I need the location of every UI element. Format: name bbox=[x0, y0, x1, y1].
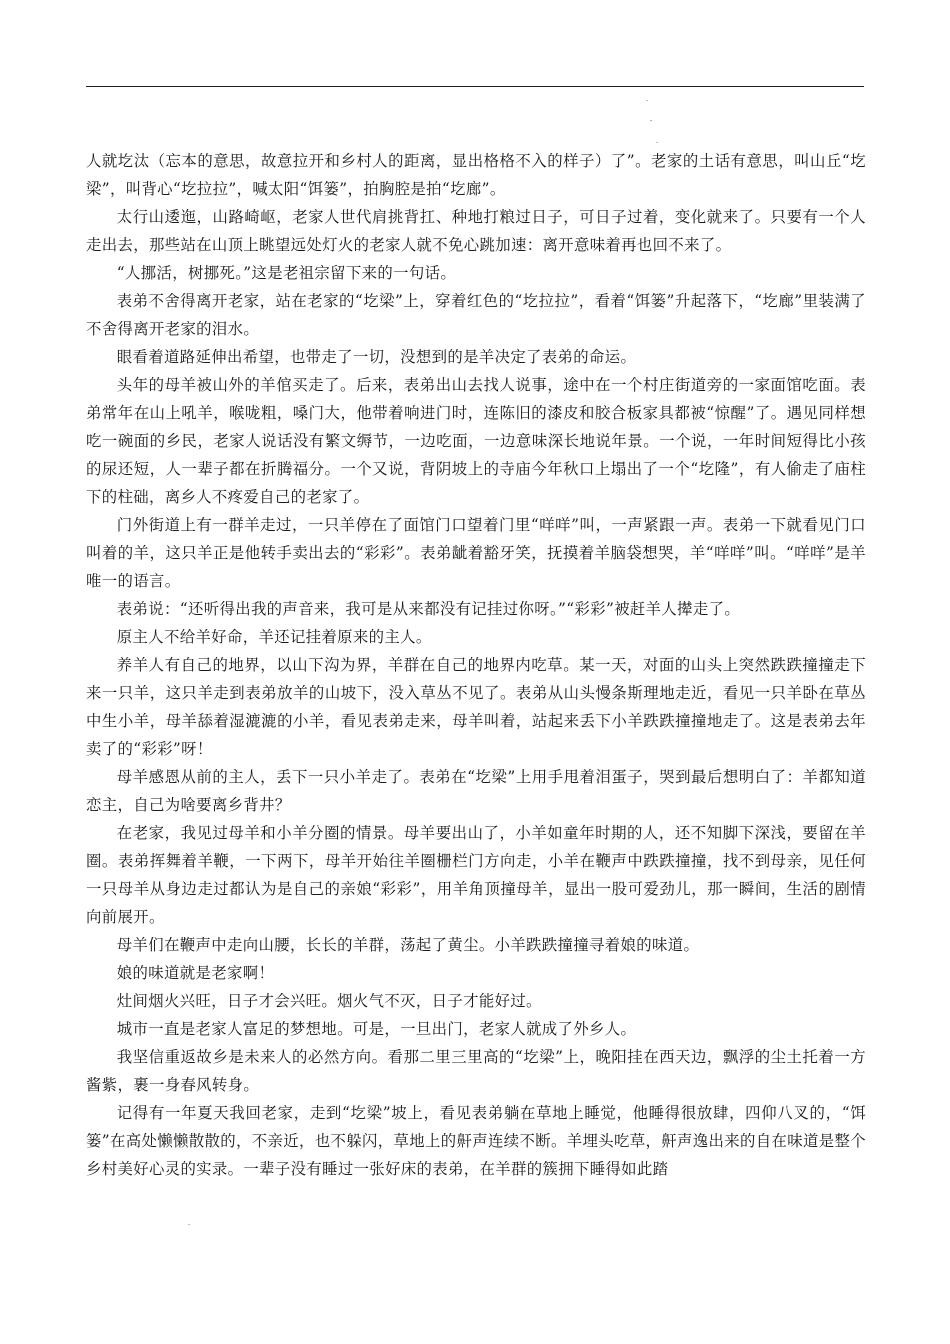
paragraph: 母羊们在鞭声中走向山腰，长长的羊群，荡起了黄尘。小羊跌跌撞撞寻着娘的味道。 bbox=[116, 936, 700, 954]
scan-mark: - bbox=[650, 117, 653, 125]
paragraph: 表弟不舍得离开老家，站在老家的“圪梁”上，穿着红色的“圪拉拉”，看着“饵篓”升起落下，“圪廊”里装满了不舍得离开老家的泪水。 bbox=[86, 292, 866, 338]
paragraph: 表弟说：“还听得出我的声音来，我可是从来都没有记挂过你呀。”“彩彩”被赶羊人撵走了。 bbox=[116, 600, 741, 618]
paragraph: 我坚信重返故乡是未来人的必然方向。看那二里三里高的“圪梁”上，晚阳挂在西天边，飘浮的尘土托着一方酱紫，裹一身春风转身。 bbox=[86, 1048, 866, 1094]
paragraph: 人就圪汰（忘本的意思，故意拉开和乡村人的距离，显出格格不入的样子）了”。老家的土话有意思，叫山丘“圪梁”，叫背心“圪拉拉”，喊太阳“饵篓”，拍胸腔是拍“圪廊”。 bbox=[86, 152, 866, 198]
paragraph: 在老家，我见过母羊和小羊分圈的情景。母羊要出山了，小羊如童年时期的人，还不知脚下深浅，要留在羊圈。表弟挥舞着羊鞭，一下两下，母羊开始往羊圈栅栏门方向走，小羊在鞭声中跌跌撞撞，找不到母亲，见任何一只母羊从身边走过都认为是自己的亲娘“彩彩”，用羊角顶撞母羊，显出一股可爱劲儿，那一瞬间，生活的剧情向前展开。 bbox=[86, 824, 866, 926]
header-rule bbox=[86, 86, 864, 87]
paragraph: 门外街道上有一群羊走过，一只羊停在了面馆门口望着门里“咩咩”叫，一声紧跟一声。表弟一下就看见门口叫着的羊，这只羊正是他转手卖出去的“彩彩”。表弟龇着豁牙笑，抚摸着羊脑袋想哭，羊“咩咩”叫。“咩咩”是羊唯一的语言。 bbox=[86, 516, 866, 590]
paragraph: 母羊感恩从前的主人，丢下一只小羊走了。表弟在“圪梁”上用手甩着泪蛋子，哭到最后想明白了：羊都知道恋主，自己为啥要离乡背井？ bbox=[86, 768, 866, 814]
paragraph: 眼看着道路延伸出希望，也带走了一切，没想到的是羊决定了表弟的命运。 bbox=[116, 348, 637, 366]
paragraph: 记得有一年夏天我回老家，走到“圪梁”坡上，看见表弟躺在草地上睡觉，他睡得很放肆，四仰八叉的，“饵篓”在高处懒懒散散的，不亲近，也不躲闪，草地上的鼾声连续不断。羊埋头吃草，鼾声逸出来的自在味道是整个乡村美好心灵的实录。一辈子没有睡过一张好床的表弟，在羊群的簇拥下睡得如此踏 bbox=[86, 1104, 866, 1178]
article-body bbox=[86, 147, 866, 1183]
paragraph: “人挪活，树挪死。”这是老祖宗留下来的一句话。 bbox=[116, 264, 457, 282]
paragraph: 头年的母羊被山外的羊倌买走了。后来，表弟出山去找人说事，途中在一个村庄街道旁的一家面馆吃面。表弟常年在山上吼羊，喉咙粗，嗓门大，他带着响进门时，连陈旧的漆皮和胶合板家具都被“惊醒”了。遇见同样想吃一碗面的乡民，老家人说话没有繁文缛节，一边吃面，一边意味深长地说年景。一个说，一年时间短得比小孩的尿还短，人一辈子都在折腾福分。一个又说，背阴坡上的寺庙今年秋口上塌出了一个“圪隆”，有人偷走了庙柱下的柱础，离乡人不疼爱自己的老家了。 bbox=[86, 376, 866, 506]
paragraph: 城市一直是老家人富足的梦想地。可是，一旦出门，老家人就成了外乡人。 bbox=[116, 1020, 637, 1038]
paragraph: 原主人不给羊好命，羊还记挂着原来的主人。 bbox=[116, 628, 432, 646]
scan-mark: · bbox=[656, 139, 659, 147]
paragraph: 娘的味道就是老家啊！ bbox=[116, 964, 275, 982]
scan-mark: · bbox=[646, 97, 649, 105]
paragraph: 灶间烟火兴旺，日子才会兴旺。烟火气不灭，日子才能好过。 bbox=[116, 992, 542, 1010]
paragraph: 太行山逶迤，山路崎岖，老家人世代肩挑背扛、种地打粮过日子，可日子过着，变化就来了。只要有一个人走出去，那些站在山顶上眺望远处灯火的老家人就不免心跳加速：离开意味着再也回不来了。 bbox=[86, 208, 866, 254]
scan-mark: · bbox=[188, 1221, 191, 1229]
paragraph: 养羊人有自己的地界，以山下沟为界，羊群在自己的地界内吃草。某一天，对面的山头上突然跌跌撞撞走下来一只羊，这只羊走到表弟放羊的山坡下，没入草丛不见了。表弟从山头慢条斯理地走近，看见一只羊卧在草丛中生小羊，母羊舔着湿漉漉的小羊，看见表弟走来，母羊叫着，站起来丢下小羊跌跌撞撞地走了。这是表弟去年卖了的“彩彩”呀！ bbox=[86, 656, 866, 758]
